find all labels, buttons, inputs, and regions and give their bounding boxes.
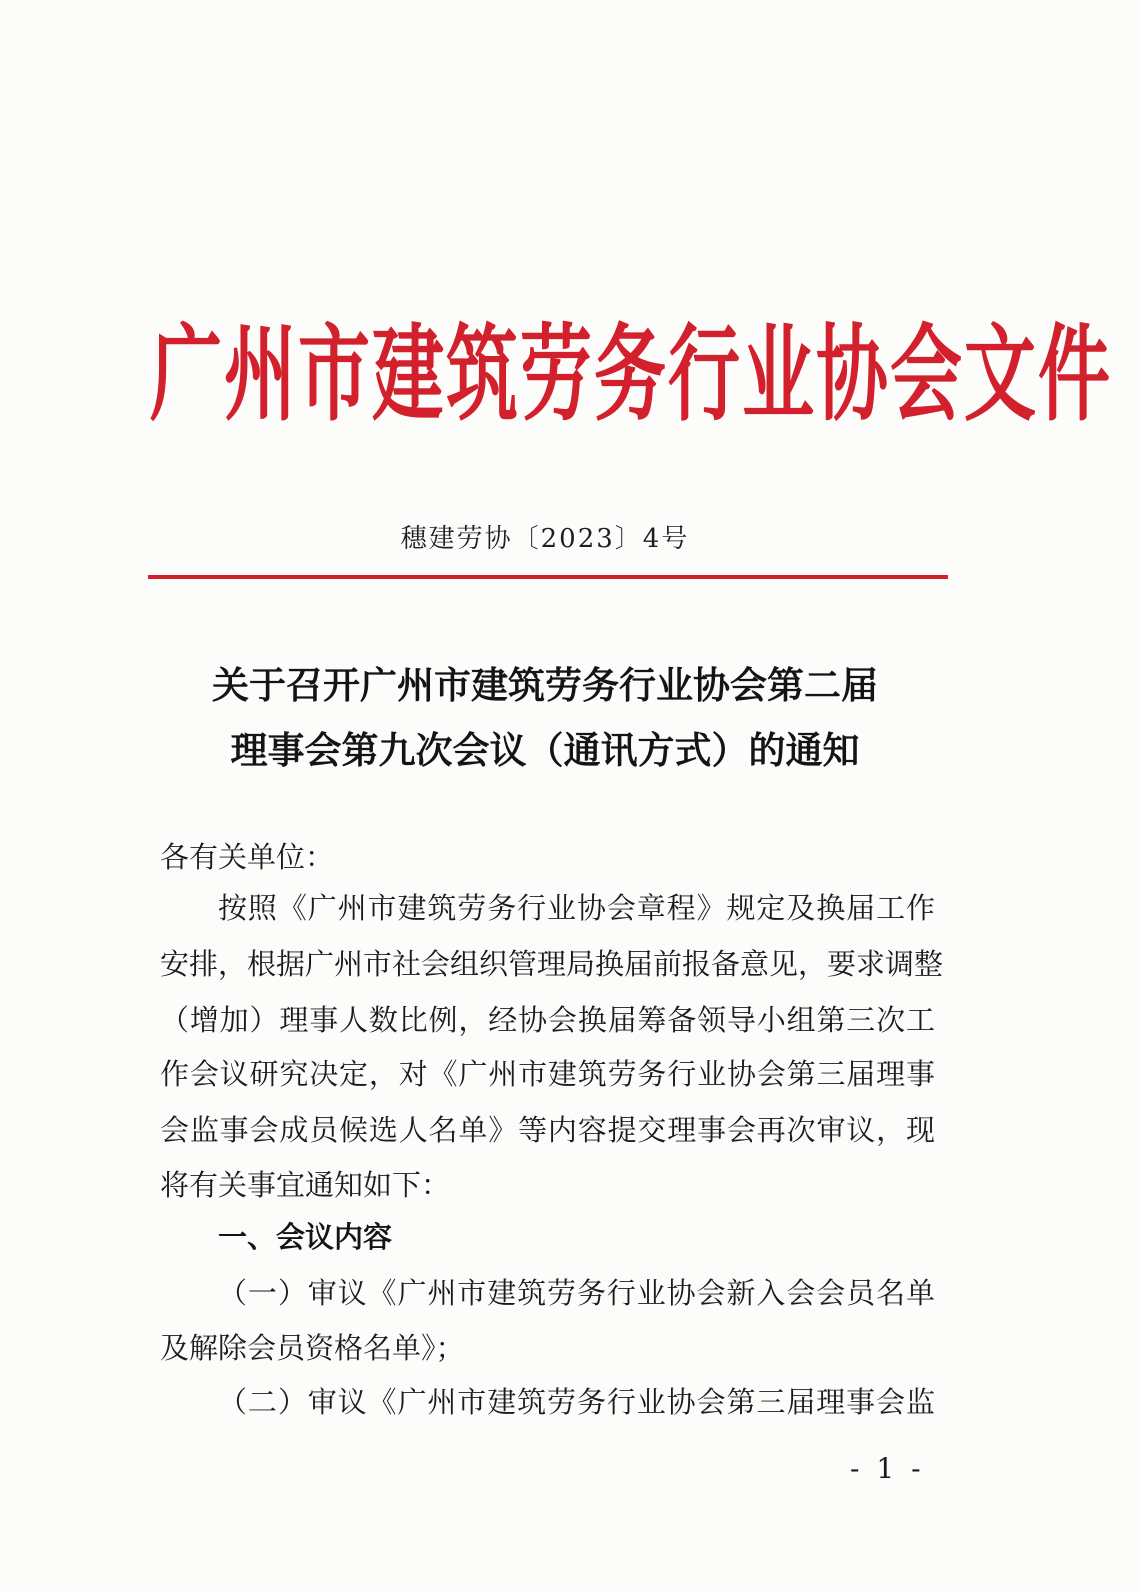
- body-line: 安排，根据广州市社会组织管理局换届前报备意见，要求调整: [160, 947, 944, 981]
- body-line: 作会议研究决定，对《广州市建筑劳务行业协会第三届理事: [160, 1057, 935, 1091]
- salutation: 各有关单位：: [160, 840, 335, 874]
- section-heading: 一、会议内容: [218, 1220, 393, 1254]
- body-line: 将有关事宜通知如下：: [160, 1168, 451, 1202]
- item-line: （一）审议《广州市建筑劳务行业协会新入会会员名单: [218, 1276, 935, 1310]
- item-line: 及解除会员资格名单》；: [160, 1331, 465, 1365]
- document-number: 穗建劳协〔2023〕4号: [400, 524, 690, 554]
- item-line: （二）审议《广州市建筑劳务行业协会第三届理事会监: [218, 1385, 935, 1419]
- body-line: （增加）理事人数比例，经协会换届筹备领导小组第三次工: [160, 1003, 935, 1037]
- masthead-title: 广州市建筑劳务行业协会文件: [150, 313, 1113, 435]
- red-divider: [148, 575, 948, 579]
- page-number: - 1 -: [850, 1452, 925, 1485]
- notice-title-line-2: 理事会第九次会议（通讯方式）的通知: [230, 729, 860, 772]
- body-line: 按照《广州市建筑劳务行业协会章程》规定及换届工作: [218, 891, 935, 925]
- body-line: 会监事会成员候选人名单》等内容提交理事会再次审议，现: [160, 1113, 935, 1147]
- notice-title-line-1: 关于召开广州市建筑劳务行业协会第二届: [212, 664, 878, 707]
